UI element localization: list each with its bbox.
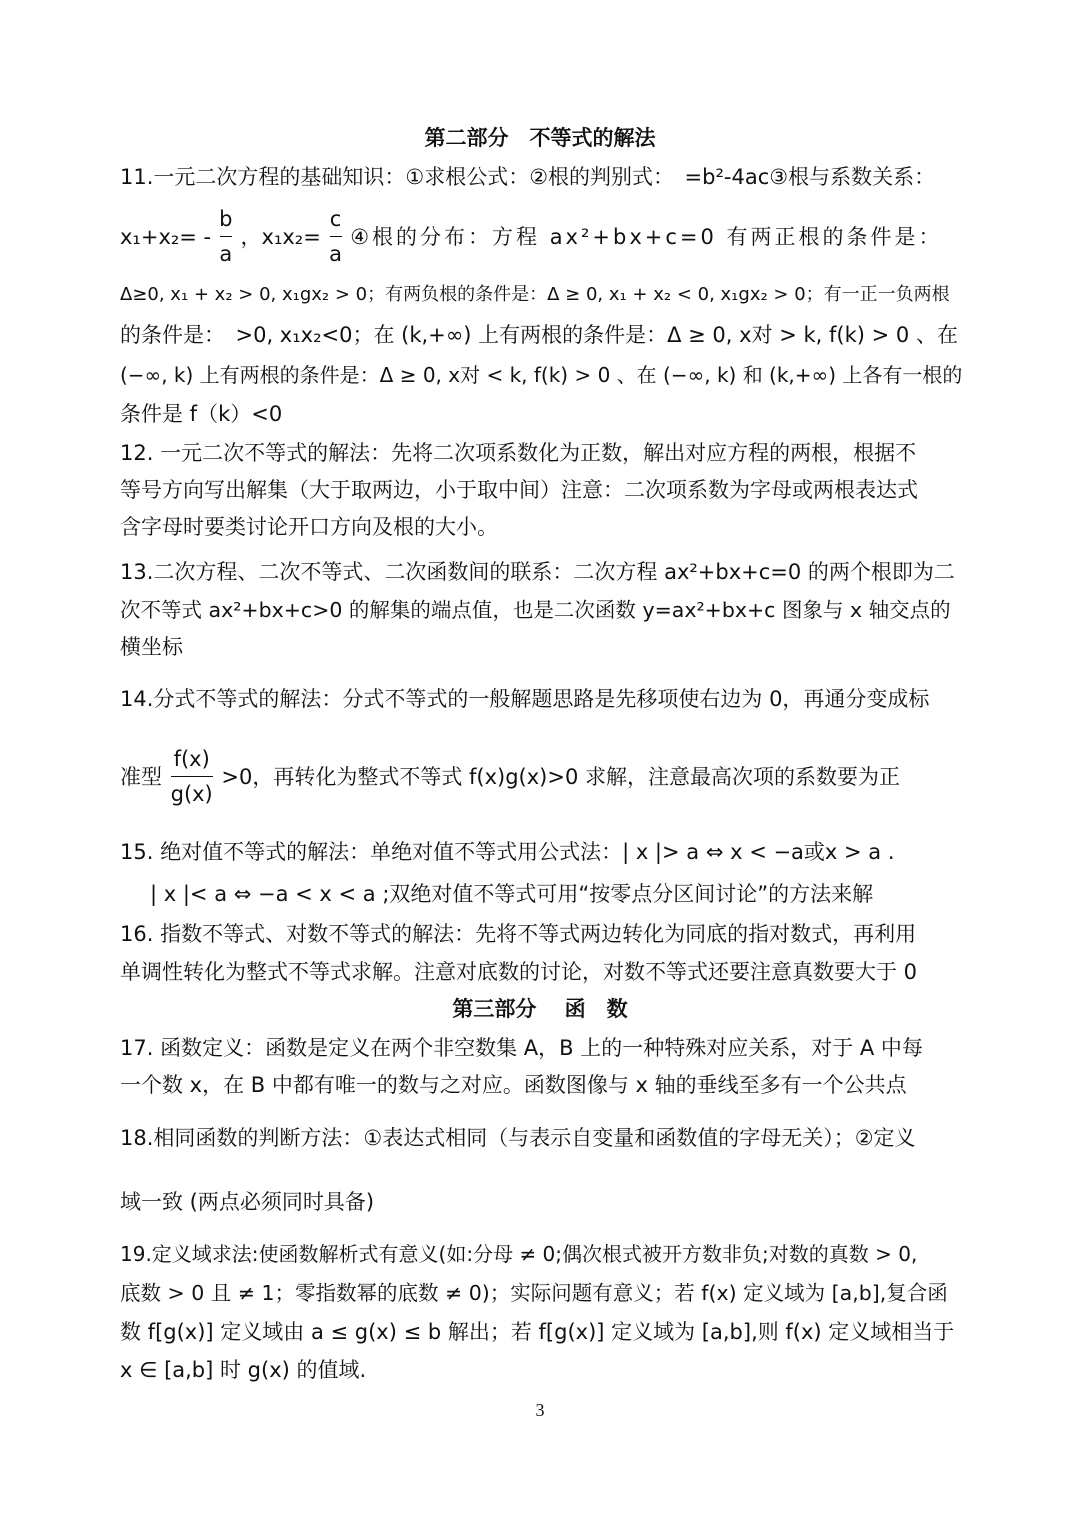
- standard-form-label: 准型: [120, 764, 162, 789]
- fraction-denominator: a: [219, 242, 233, 266]
- roots-product-label: ，x₁x₂=: [240, 224, 321, 249]
- item14-line2: [120, 742, 962, 814]
- item19-line4: x ∈ [a,b] 时 g(x) 的值域.: [120, 1358, 367, 1382]
- item11-line4: 的条件是： >0, x₁x₂<0；在 (k,+∞) 上有两根的条件是：Δ ≥ 0, x对 > k, f(k) > 0 、在: [120, 323, 958, 347]
- fraction-c-over-a: [328, 202, 344, 271]
- item16-line1: 16. 指数不等式、对数不等式的解法：先将不等式两边转化为同底的指对数式，再利用: [120, 922, 917, 946]
- item11-line5: (−∞, k) 上有两根的条件是：Δ ≥ 0, x对 < k, f(k) > 0 、在 (−∞, k) 和 (k,+∞) 上各有一根的: [120, 363, 963, 387]
- part3-heading: 第三部分 函 数: [452, 997, 628, 1021]
- item17-line1: 17. 函数定义：函数是定义在两个非空数集 A，B 上的一种特殊对应关系，对于 A 中每: [120, 1036, 923, 1060]
- item12-line2: 等号方向写出解集（大于取两边，小于取中间）注意：二次项系数为字母或两根表达式: [120, 478, 918, 502]
- item15-line2: | x |< a ⇔ −a < x < a ;双绝对值不等式可用“按零点分区间讨论”的方法来解: [150, 882, 874, 906]
- page-number: 3: [535, 1400, 545, 1420]
- part2-heading: 第二部分 不等式的解法: [424, 126, 656, 150]
- item17-line2: 一个数 x，在 B 中都有唯一的数与之对应。函数图像与 x 轴的垂线至多有一个公共点: [120, 1073, 907, 1097]
- item19-line1: 19.定义域求法:使函数解析式有意义(如:分母 ≠ 0;偶次根式被开方数非负;对数的真数 > 0,: [120, 1242, 918, 1266]
- item11-line1: 11.一元二次方程的基础知识：①求根公式：②根的判别式： =b²-4ac③根与系数关系：: [120, 165, 936, 189]
- item12-line1: 12. 一元二次不等式的解法：先将二次项系数化为正数，解出对应方程的两根，根据不: [120, 441, 917, 465]
- item11-line2: [120, 202, 962, 270]
- fraction-b-over-a: [218, 202, 234, 271]
- item18-line1: 18.相同函数的判断方法：①表达式相同（与表示自变量和函数值的字母无关）；②定义: [120, 1126, 916, 1150]
- item11-line3: Δ≥0, x₁ + x₂ > 0, x₁gx₂ > 0；有两负根的条件是：Δ ≥ 0, x₁ + x₂ < 0, x₁gx₂ > 0；有一正一负两根: [120, 284, 950, 305]
- item16-line2: 单调性转化为整式不等式求解。注意对底数的讨论，对数不等式还要注意真数要大于 0: [120, 960, 918, 984]
- roots-sum-label: x₁+x₂= -: [120, 224, 212, 249]
- fraction-denominator: a: [329, 242, 342, 266]
- fraction-numerator: b: [219, 207, 233, 231]
- fraction-numerator: c: [329, 207, 342, 231]
- item12-line3: 含字母时要类讨论开口方向及根的大小。: [120, 515, 498, 539]
- fraction-inequality-text: >0，再转化为整式不等式 f(x)g(x)>0 求解，注意最高次项的系数要为正: [221, 764, 900, 789]
- item11-line6: 条件是 f（k）<0: [120, 402, 283, 426]
- root-distribution-text: ④根的分布：方程 ax²+bx+c=0 有两正根的条件是：: [350, 224, 943, 249]
- fraction-fx-over-gx: [169, 742, 215, 811]
- fraction-denominator: g(x): [170, 782, 213, 806]
- item19-line2: 底数 > 0 且 ≠ 1；零指数幂的底数 ≠ 0)；实际问题有意义；若 f(x) 定义域为 [a,b],复合函: [120, 1281, 948, 1305]
- item19-line3: 数 f[g(x)] 定义域由 a ≤ g(x) ≤ b 解出；若 f[g(x)] 定义域为 [a,b],则 f(x) 定义域相当于: [120, 1320, 955, 1344]
- fraction-numerator: f(x): [173, 747, 210, 771]
- item18-line2: 域一致 (两点必须同时具备): [120, 1190, 375, 1214]
- item13-line3: 横坐标: [120, 635, 183, 659]
- item15-line1: 15. 绝对值不等式的解法：单绝对值不等式用公式法：| x |> a ⇔ x < −a或x > a .: [120, 840, 895, 864]
- item13-line2: 次不等式 ax²+bx+c>0 的解集的端点值，也是二次函数 y=ax²+bx+c 图象与 x 轴交点的: [120, 598, 951, 622]
- item13-line1: 13.二次方程、二次不等式、二次函数间的联系：二次方程 ax²+bx+c=0 的两个根即为二: [120, 560, 955, 584]
- item14-line1: 14.分式不等式的解法：分式不等式的一般解题思路是先移项使右边为 0，再通分变成标: [120, 687, 930, 711]
